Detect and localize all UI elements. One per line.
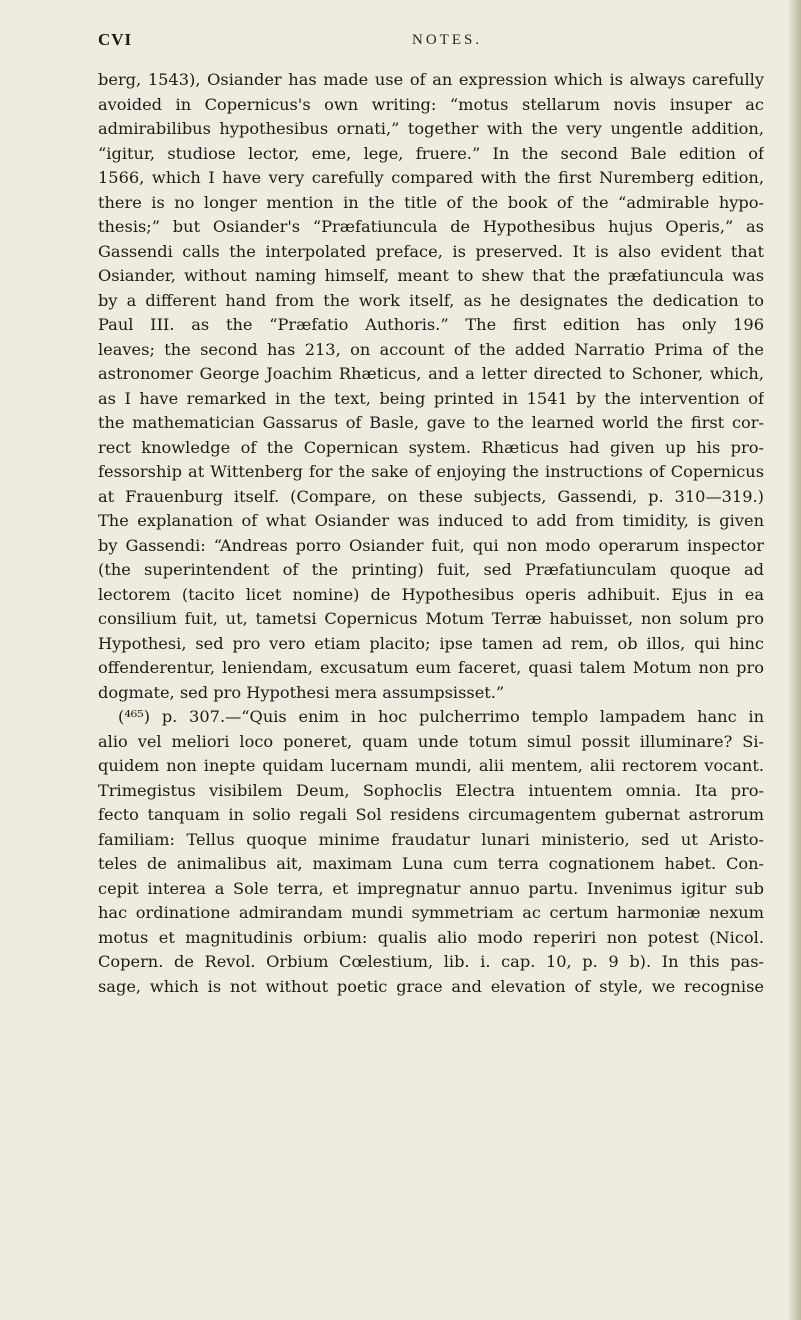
- text-line: offenderentur, leniendam, excusatum eum faceret, quasi talem Motum non pro: [98, 658, 764, 677]
- text-line: thesis;” but Osiander's “Præfatiuncula de Hypothesibus hujus Operis,” as: [98, 217, 764, 236]
- text-line: there is no longer mention in the title of the book of the “admirable hypo-: [98, 192, 764, 212]
- text-line: consilium fuit, ut, tametsi Copernicus Motum Terræ habuisset, non solum pro: [98, 609, 764, 628]
- text-line: by a different hand from the work itself, as he designates the dedication to: [98, 290, 764, 310]
- text-line: alio vel meliori loco poneret, quam unde totum simul possit illuminare? Si-: [98, 731, 764, 751]
- text-line: Osiander, without naming himself, meant to shew that the præfatiuncula was: [98, 266, 764, 285]
- text-line: the mathematician Gassarus of Basle, gave to the learned world the first cor-: [98, 413, 764, 432]
- text-line: Paul III. as the “Præfatio Authoris.” The first edition has only 196: [98, 315, 764, 334]
- text-line: Gassendi calls the interpolated preface, is preserved. It is also evident that: [98, 241, 764, 261]
- text-line: (the superintendent of the printing) fuit, sed Præfatiunculam quoque ad: [98, 560, 764, 579]
- footnote-line: (⁴⁶⁵) p. 307.—“Quis enim in hoc pulcherrimo templo lampadem hanc in: [118, 707, 764, 726]
- text-line: cepit interea a Sole terra, et impregnatur annuo partu. Invenimus igitur sub: [98, 878, 764, 898]
- text-line: teles de animalibus ait, maximam Luna cum terra cognationem habet. Con-: [98, 854, 764, 873]
- text-line: at Frauenburg itself. (Compare, on these subjects, Gassendi, p. 310—319.): [98, 486, 764, 506]
- text-line: Copern. de Revol. Orbium Cœlestium, lib. i. cap. 10, p. 9 b). In this pas-: [98, 952, 764, 971]
- text-line: fessorship at Wittenberg for the sake of enjoying the instructions of Copernicus: [98, 462, 764, 481]
- text-line: quidem non inepte quidam lucernam mundi, alii mentem, alii rectorem vocant.: [98, 756, 764, 775]
- text-line: familiam: Tellus quoque minime fraudatur lunari ministerio, sed ut Aristo-: [98, 829, 764, 849]
- running-head: [98, 30, 758, 56]
- text-line: admirabilibus hypothesibus ornati,” together with the very ungentle addition,: [98, 119, 764, 138]
- body-text: [98, 68, 764, 999]
- text-line: avoided in Copernicus's own writing: “motus stellarum novis insuper ac: [98, 94, 764, 114]
- text-line: motus et magnitudinis orbium: qualis alio modo reperiri non potest (Nicol.: [98, 927, 764, 947]
- text-line: by Gassendi: “Andreas porro Osiander fuit, qui non modo operarum inspector: [98, 535, 764, 555]
- text-line: astronomer George Joachim Rhæticus, and a letter directed to Schoner, which,: [98, 364, 764, 383]
- text-line: leaves; the second has 213, on account of the added Narratio Prima of the: [98, 339, 764, 359]
- text-line: as I have remarked in the text, being printed in 1541 by the intervention of: [98, 388, 764, 408]
- text-line: “igitur, studiose lector, eme, lege, fruere.” In the second Bale edition of: [98, 143, 764, 163]
- running-title: NOTES.: [412, 32, 483, 48]
- text-line: Trimegistus visibilem Deum, Sophoclis Electra intuentem omnia. Ita pro-: [98, 780, 764, 800]
- text-line: The explanation of what Osiander was induced to add from timidity, is given: [98, 511, 764, 530]
- text-line: fecto tanquam in solio regali Sol residens circumagentem gubernat astrorum: [98, 805, 764, 824]
- text-line: lectorem (tacito licet nomine) de Hypothesibus operis adhibuit. Ejus in ea: [98, 584, 764, 604]
- text-line: sage, which is not without poetic grace and elevation of style, we recognise: [98, 976, 764, 996]
- text-line: 1566, which I have very carefully compared with the first Nuremberg edition,: [98, 168, 764, 187]
- text-line: dogmate, sed pro Hypothesi mera assumpsisset.”: [98, 682, 505, 702]
- text-line: Hypothesi, sed pro vero etiam placito; ipse tamen ad rem, ob illos, qui hinc: [98, 633, 764, 653]
- text-line: rect knowledge of the Copernican system. Rhæticus had given up his pro-: [98, 437, 764, 457]
- page-edge-shadow: [789, 0, 801, 1320]
- text-line: berg, 1543), Osiander has made use of an expression which is always carefully: [98, 70, 764, 89]
- text-line: hac ordinatione admirandam mundi symmetriam ac certum harmoniæ nexum: [98, 903, 764, 922]
- page-number: CVI: [98, 30, 133, 49]
